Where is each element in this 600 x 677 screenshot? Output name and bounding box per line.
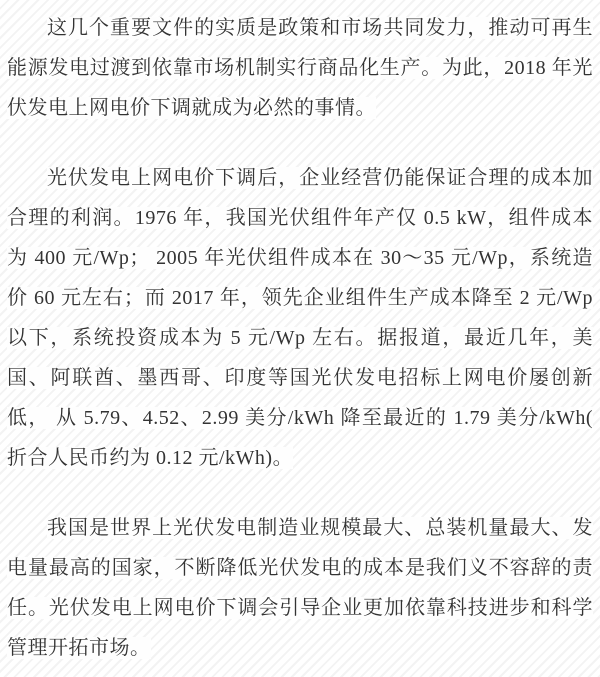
paragraph-china-leadership	[7, 508, 593, 668]
paragraph-text: 这几个重要文件的实质是政策和市场共同发力，推动可再生能源发电过渡到依靠市场机制实行商品化生产。为此，2018 年光伏发电上网电价下调就成为必然的事情。	[7, 17, 593, 119]
paragraph-policy-market	[7, 8, 593, 128]
paragraph-text: 我国是世界上光伏发电制造业规模最大、总装机量最大、发电量最高的国家，不断降低光伏发电的成本是我们义不容辞的责任。光伏发电上网电价下调会引导企业更加依靠科技进步和科学管理开拓市场。	[7, 517, 593, 659]
paragraph-cost-history	[7, 158, 593, 478]
paragraph-text: 光伏发电上网电价下调后，企业经营仍能保证合理的成本加合理的利润。1976 年，我国光伏组件年产仅 0.5 kW，组件成本为 400 元/Wp； 2005 年光伏组件成本在 30～35 元/Wp，系统造价 60 元左右；而 2017 年，领先企业组件生产成本降至 2 元/Wp 以下，系统投资成本为 5 元/Wp 左右。据报道，最近几年，美国、阿联酋、墨西哥、印度等国光伏发电招标上网电价屡创新低， 从 5.79、4.52、2.99 美分/kWh 降至最近的 1.79 美分/kWh( 折合人民币约为 0.12 元/kWh)。	[7, 167, 593, 469]
